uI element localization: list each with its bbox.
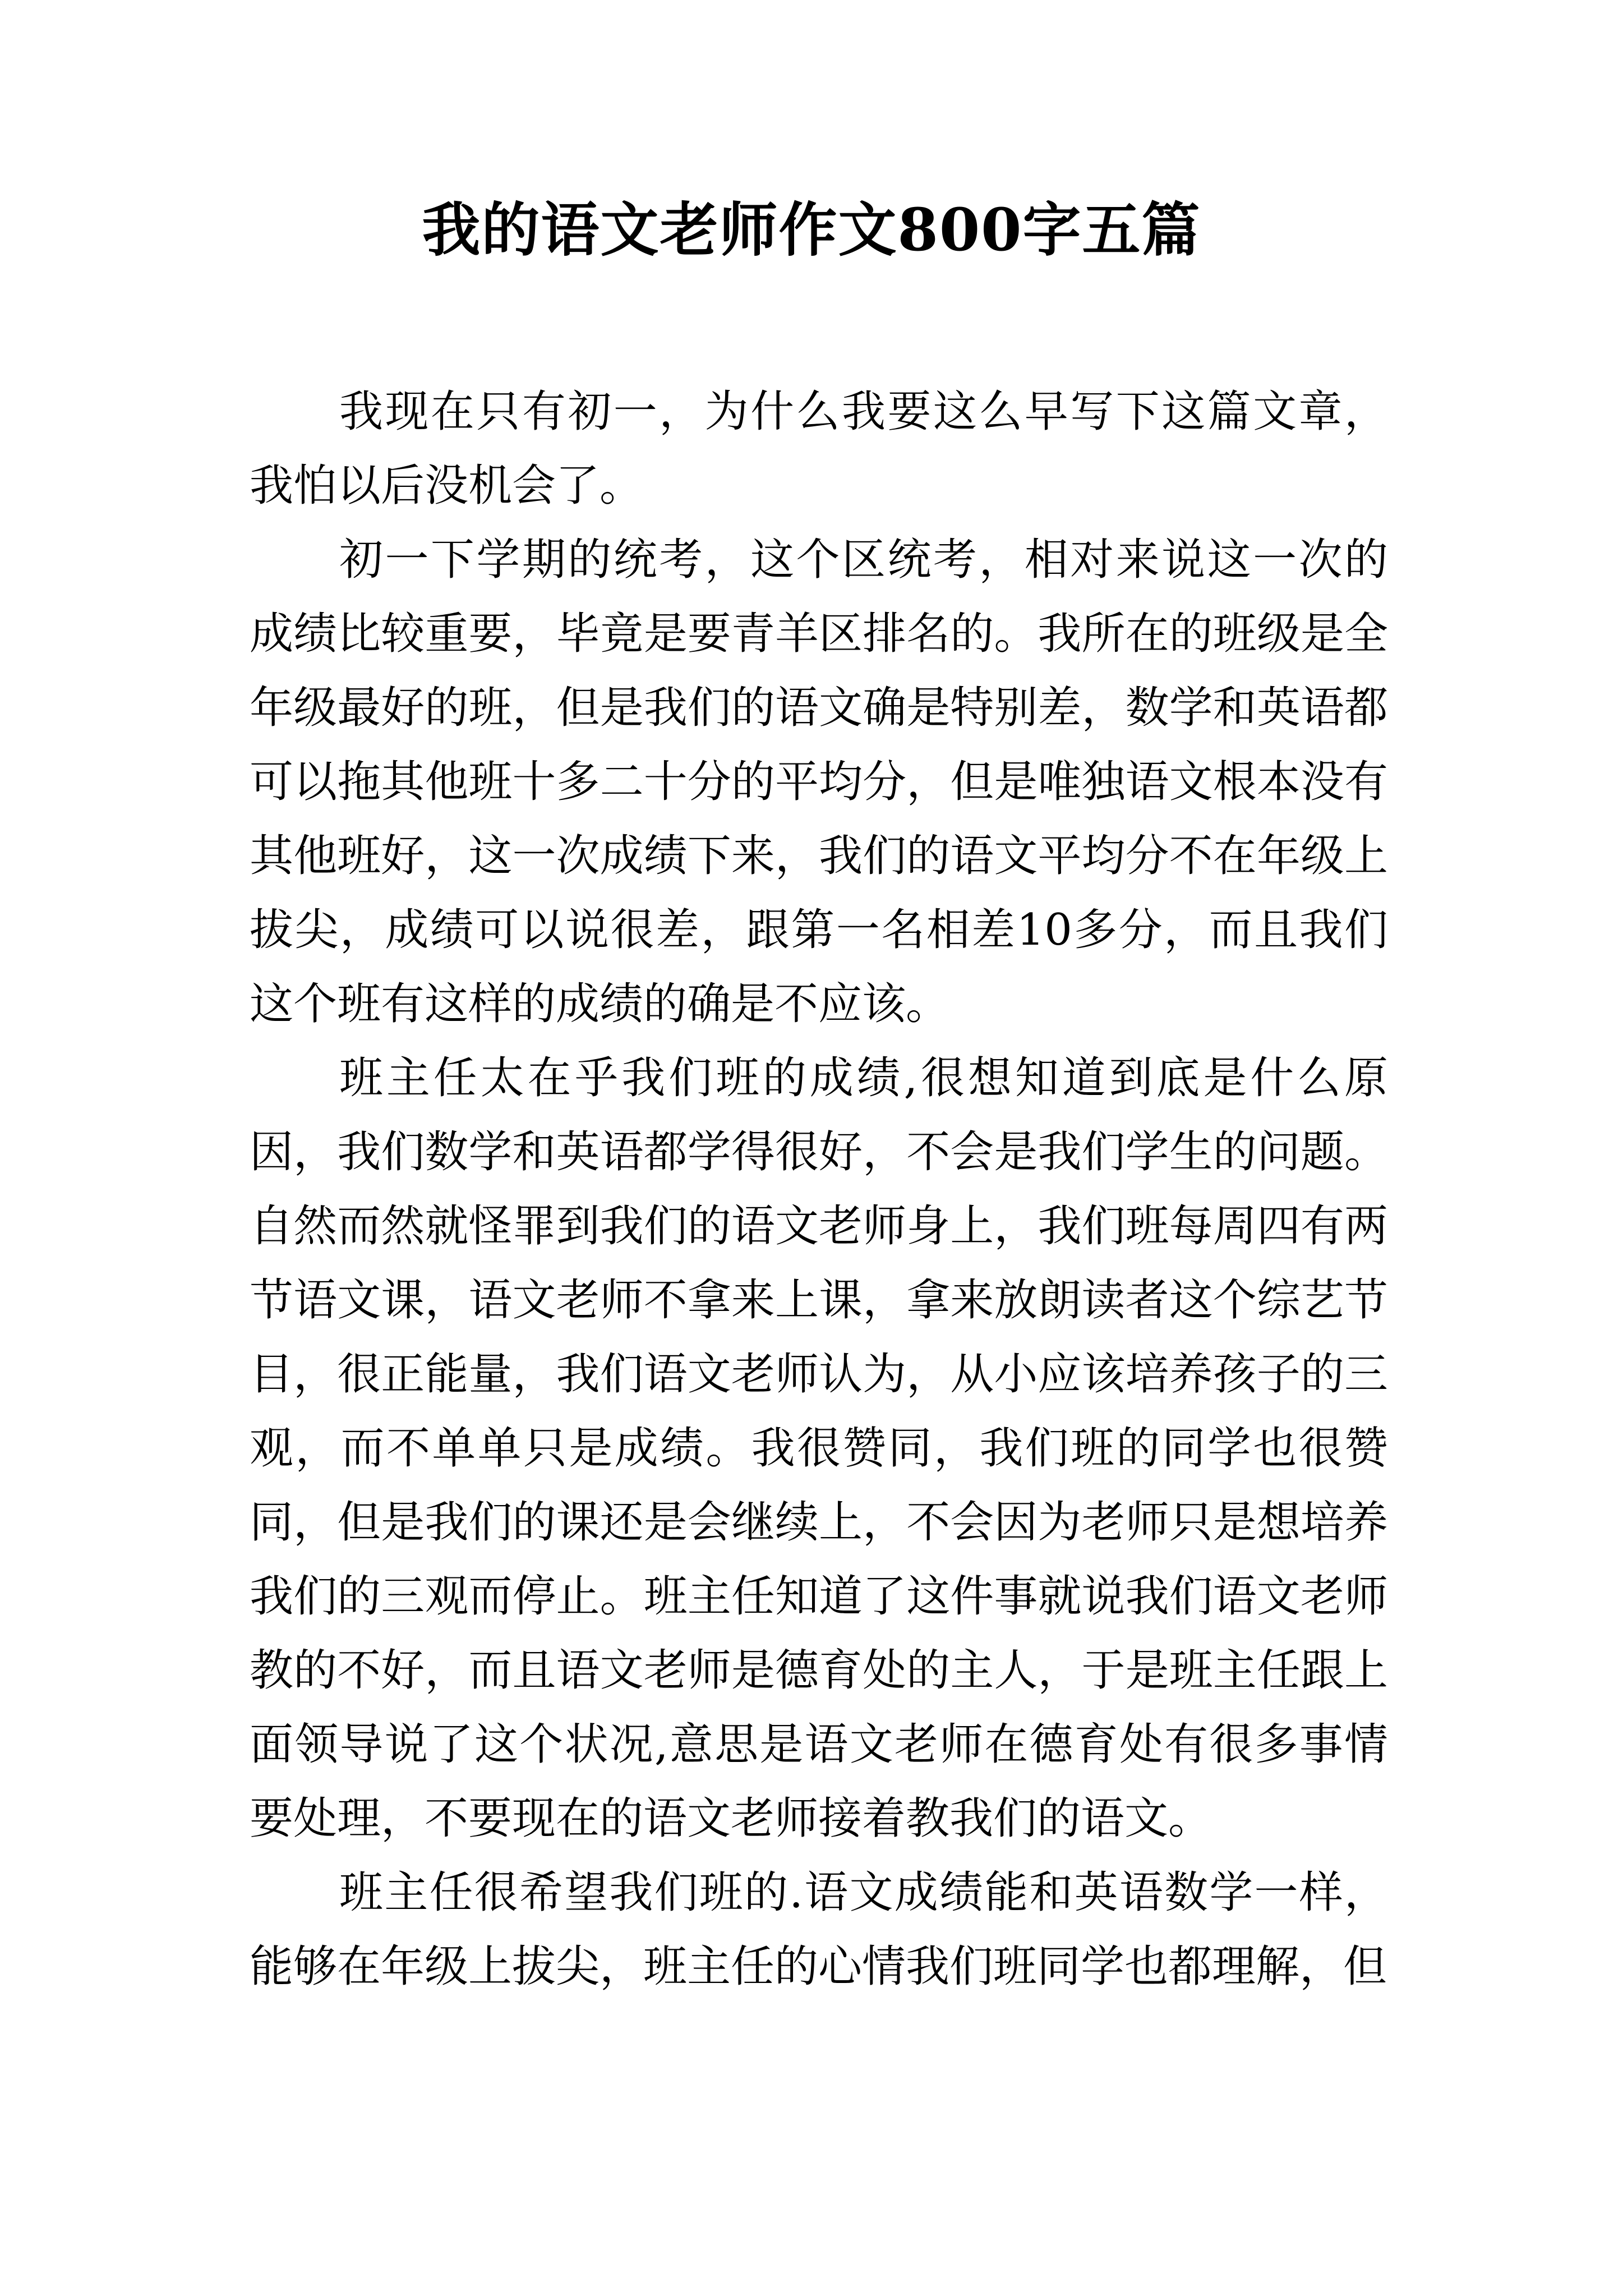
document-title: 我的语文老师作文800字五篇 [422,195,1201,264]
paragraph: 班主任太在乎我们班的成绩,很想知道到底是什么原因，我们数学和英语都学得很好，不会是我们学生的问题。自然而然就怪罪到我们的语文老师身上，我们班每周四有两节语文课，语文老师不拿来上课，拿来放朗读者这个综艺节目，很正能量，我们语文老师认为，从小应该培养孩子的三观，而不单单只是成绩。我很赞同，我们班的同学也很赞同，但是我们的课还是会继续上，不会因为老师只是想培养我们的三观而停止。班主任知道了这件事就说我们语文老师教的不好，而且语文老师是德育处的主人，于是班主任跟上面领导说了这个状况,意思是语文老师在德育处有很多事情要处理，不要现在的语文老师接着教我们的语文。 [250,1053,1388,1844]
paragraph: 我现在只有初一，为什么我要这么早写下这篇文章，我怕以后没机会了。 [250,386,1388,511]
paragraph: 初一下学期的统考，这个区统考，相对来说这一次的成绩比较重要，毕竟是要青羊区排名的。我所在的班级是全年级最好的班，但是我们的语文确是特别差，数学和英语都可以拖其他班十多二十分的平均分，但是唯独语文根本没有其他班好，这一次成绩下来，我们的语文平均分不在年级上拔尖，成绩可以说很差，跟第一名相差10多分，而且我们这个班有这样的成绩的确是不应该。 [250,535,1388,1029]
document-body [250,375,1388,2004]
paragraph: 班主任很希望我们班的.语文成绩能和英语数学一样，能够在年级上拔尖，班主任的心情我们班同学也都理解，但 [250,1867,1388,1992]
